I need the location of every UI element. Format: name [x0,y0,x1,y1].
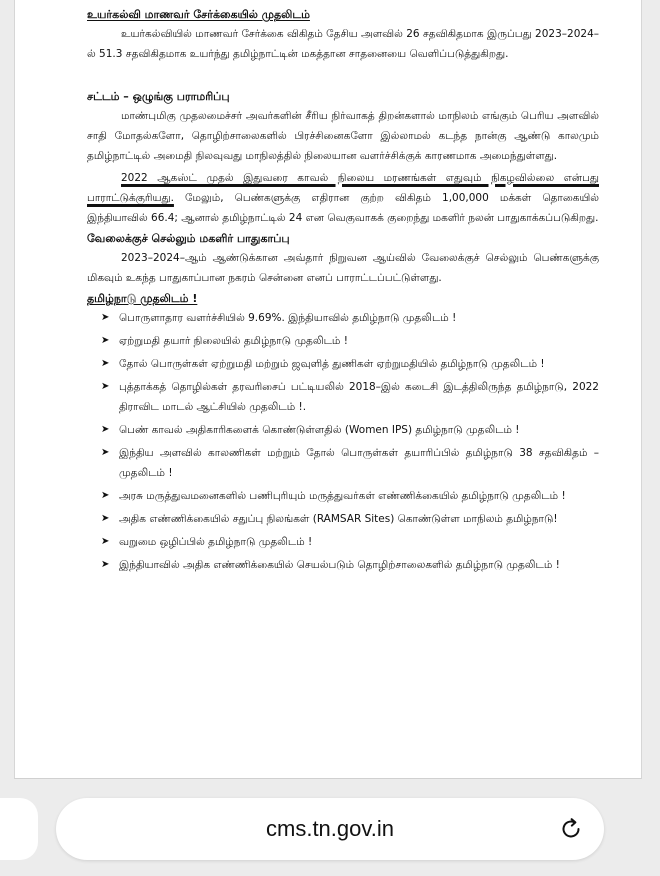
tab-switcher-edge[interactable] [0,798,38,860]
url-text[interactable]: cms.tn.gov.in [266,816,394,841]
arrow-bullet-icon: ➤ [101,381,110,392]
arrow-bullet-icon: ➤ [101,424,110,435]
paragraph-women-safety: 2023–2024–ஆம் ஆண்டுக்கான அவ்தார் நிறுவன ஆய்வில் வேலைக்குச் செல்லும் பெண்களுக்கு மிகவும் உகந்த பாதுகாப்பான நகரம் சென்னை எனப் பாராட்டப்பட்டுள்ளது. [87,252,599,284]
heading-law-order: சட்டம் – ஒழுங்கு பராமரிப்பு [87,90,230,103]
list-item: ➤ பொருளாதார வளர்ச்சியில் 9.69%. இந்தியாவில் தமிழ்நாடு முதலிடம் ! [87,308,599,328]
arrow-bullet-icon: ➤ [101,559,110,570]
paragraph-law-order: மாண்புமிகு முதலமைச்சர் அவர்களின் சீரிய நிர்வாகத் திறன்களால் மாநிலம் எங்கும் பெரிய அளவில் சாதி மோதல்களோ, தொழிற்சாலைகளில் பிரச்சினைகளோ இல்லாமல் கடந்த நான்கு ஆண்டு காலமும் தமிழ்நாட்டில் அமைதி நிலவுவது மாநிலத்தில் நிலையான வளர்ச்சிக்குக் காரணமாக அமைந்துள்ளது. [87,110,599,162]
custody-highlight: 2022 ஆகஸ்ட் முதல் இதுவரை காவல் நிலைய மரணங்கள் எதுவும் நிகழவில்லை என்பது பாராட்டுக்குரியது. [87,172,599,204]
list-item: ➤ இந்திய அளவில் காலணிகள் மற்றும் தோல் பொருள்கள் தயாரிப்பில் தமிழ்நாடு 38 சதவிகிதம் – முதலிடம் ! [87,443,599,483]
arrow-bullet-icon: ➤ [101,490,110,501]
list-item: ➤ ஏற்றுமதி தயார் நிலையில் தமிழ்நாடு முதலிடம் ! [87,331,599,351]
address-bar[interactable] [56,798,604,860]
list-item: ➤ பெண் காவல் அதிகாரிகளைக் கொண்டுள்ளதில் (Women IPS) தமிழ்நாடு முதலிடம் ! [87,420,599,440]
list-item: ➤ அரசு மருத்துவமனைகளில் பணிபுரியும் மருத்துவர்கள் எண்ணிக்கையில் தமிழ்நாடு முதலிடம் ! [87,486,599,506]
paragraph-education: உயர்கல்வியில் மாணவர் சேர்க்கை விகிதம் தேசிய அளவில் 26 சதவிகிதமாக இருப்பது 2023–2024–ல் 51.3 சதவிகிதமாக உயர்ந்து தமிழ்நாட்டின் மகத்தான சாதனையை வெளிப்படுத்துகிறது. [87,28,599,60]
list-item: ➤ தோல் பொருள்கள் ஏற்றுமதி மற்றும் ஜவுளித் துணிகள் ஏற்றுமதியில் தமிழ்நாடு முதலிடம் ! [87,354,599,374]
arrow-bullet-icon: ➤ [101,358,110,369]
reload-icon[interactable] [558,816,584,842]
heading-education: உயர்கல்வி மாணவர் சேர்க்கையில் முதலிடம் [87,8,310,21]
heading-women-safety: வேலைக்குச் செல்லும் மகளிர் பாதுகாப்பு [87,232,290,245]
list-item: ➤ வறுமை ஒழிப்பில் தமிழ்நாடு முதலிடம் ! [87,532,599,552]
arrow-bullet-icon: ➤ [101,335,110,346]
paragraph-custody [87,168,599,228]
browser-bottom-bar [0,790,660,876]
arrow-bullet-icon: ➤ [101,312,110,323]
custody-rest: மேலும், பெண்களுக்கு எதிரான குற்ற விகிதம் 1,00,000 மக்கள் தொகையில் இந்தியாவில் 66.4; ஆனால் தமிழ்நாட்டில் 24 என வெகுவாகக் குறைந்து மகளிர் நலன் பாதுகாக்கப்படுகிறது. [87,192,599,224]
document-page [14,0,642,779]
list-item: ➤ இந்தியாவில் அதிக எண்ணிக்கையில் செயல்படும் தொழிற்சாலைகளில் தமிழ்நாடு முதலிடம் ! [87,555,599,575]
heading-tn-first: தமிழ்நாடு முதலிடம் ! [87,292,198,305]
list-item: ➤ அதிக எண்ணிக்கையில் சதுப்பு நிலங்கள் (RAMSAR Sites) கொண்டுள்ள மாநிலம் தமிழ்நாடு! [87,509,599,529]
arrow-bullet-icon: ➤ [101,536,110,547]
document-content [87,6,599,578]
achievements-list [87,308,599,575]
list-item: ➤ புத்தாக்கத் தொழில்கள் தரவரிசைப் பட்டியலில் 2018–இல் கடைசி இடத்திலிருந்த தமிழ்நாடு, 2022 திராவிட மாடல் ஆட்சியில் முதலிடம் !. [87,377,599,417]
arrow-bullet-icon: ➤ [101,513,110,524]
arrow-bullet-icon: ➤ [101,447,110,458]
